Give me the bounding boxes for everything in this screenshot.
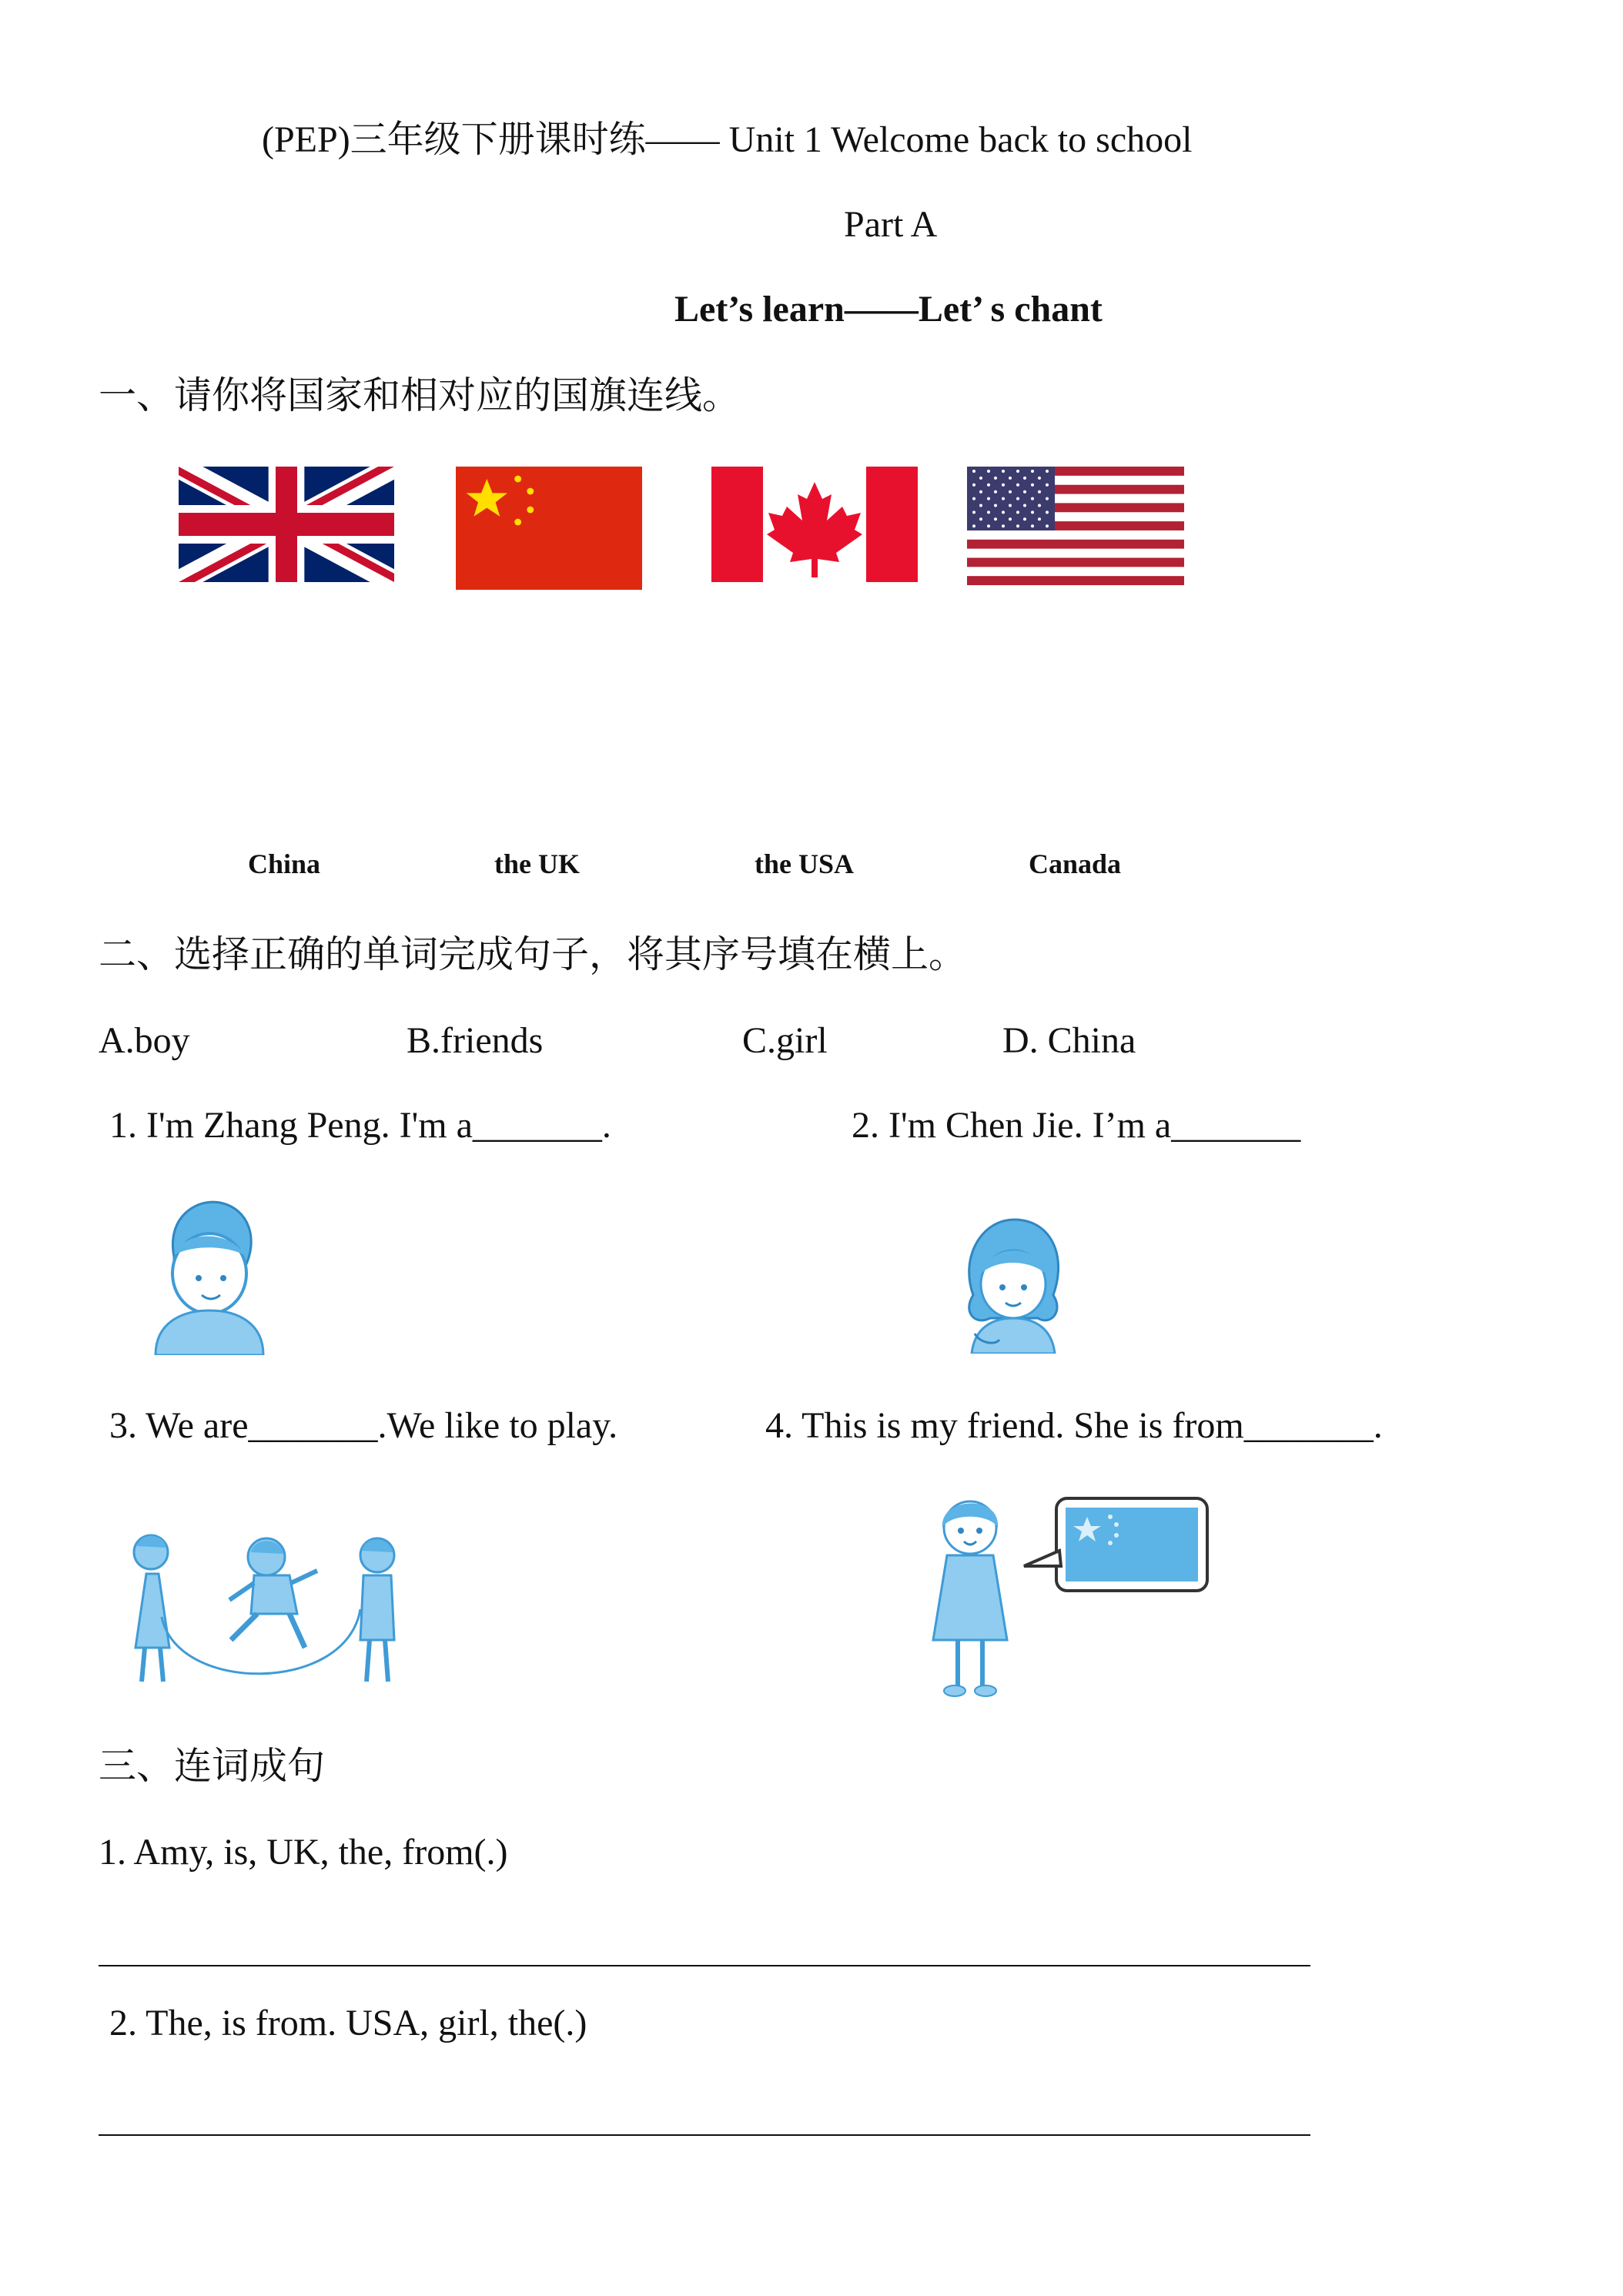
reorder-question-2: 2. The, is from. USA, girl, the(.) (109, 2003, 587, 2043)
option-a: A.boy (99, 1020, 190, 1061)
country-label-china: China (248, 848, 321, 879)
country-label-canada: Canada (1029, 848, 1122, 879)
section2-heading: 二、选择正确的单词完成句子，将其序号填在横上。 (99, 933, 967, 976)
canada-flag (711, 467, 918, 582)
worksheet-title: (PEP)三年级下册课时练—— Unit 1 Welcome back to school (262, 119, 1193, 160)
option-d: D. China (1002, 1020, 1136, 1061)
uk-flag (179, 467, 394, 582)
girl-with-china-bubble-illustration (924, 1486, 1216, 1703)
option-c: C.girl (742, 1020, 828, 1061)
country-label-usa: the USA (755, 848, 855, 879)
boy-illustration (151, 1193, 266, 1355)
question-2: 2. I'm Chen Jie. I’m a_______ (852, 1105, 1301, 1146)
china-flag (456, 467, 642, 590)
lesson-subtitle: Let’s learn——Let’ s chant (674, 289, 1103, 330)
girl-illustration (952, 1210, 1075, 1354)
answer-line-2 (99, 2134, 1310, 2136)
country-label-uk: the UK (494, 848, 580, 879)
part-label: Part A (844, 204, 938, 245)
section1-heading: 一、请你将国家和相对应的国旗连线。 (99, 374, 741, 417)
usa-flag (967, 467, 1184, 585)
option-b: B.friends (407, 1020, 544, 1061)
question-4: 4. This is my friend. She is from_______. (765, 1405, 1383, 1446)
section3-heading: 三、连词成句 (99, 1745, 326, 1787)
question-3: 3. We are_______.We like to play. (109, 1405, 618, 1446)
children-jumping-rope-illustration (115, 1525, 408, 1702)
question-1: 1. I'm Zhang Peng. I'm a_______. (109, 1105, 611, 1146)
reorder-question-1: 1. Amy, is, UK, the, from(.) (99, 1832, 508, 1873)
answer-line-1 (99, 1965, 1310, 1966)
